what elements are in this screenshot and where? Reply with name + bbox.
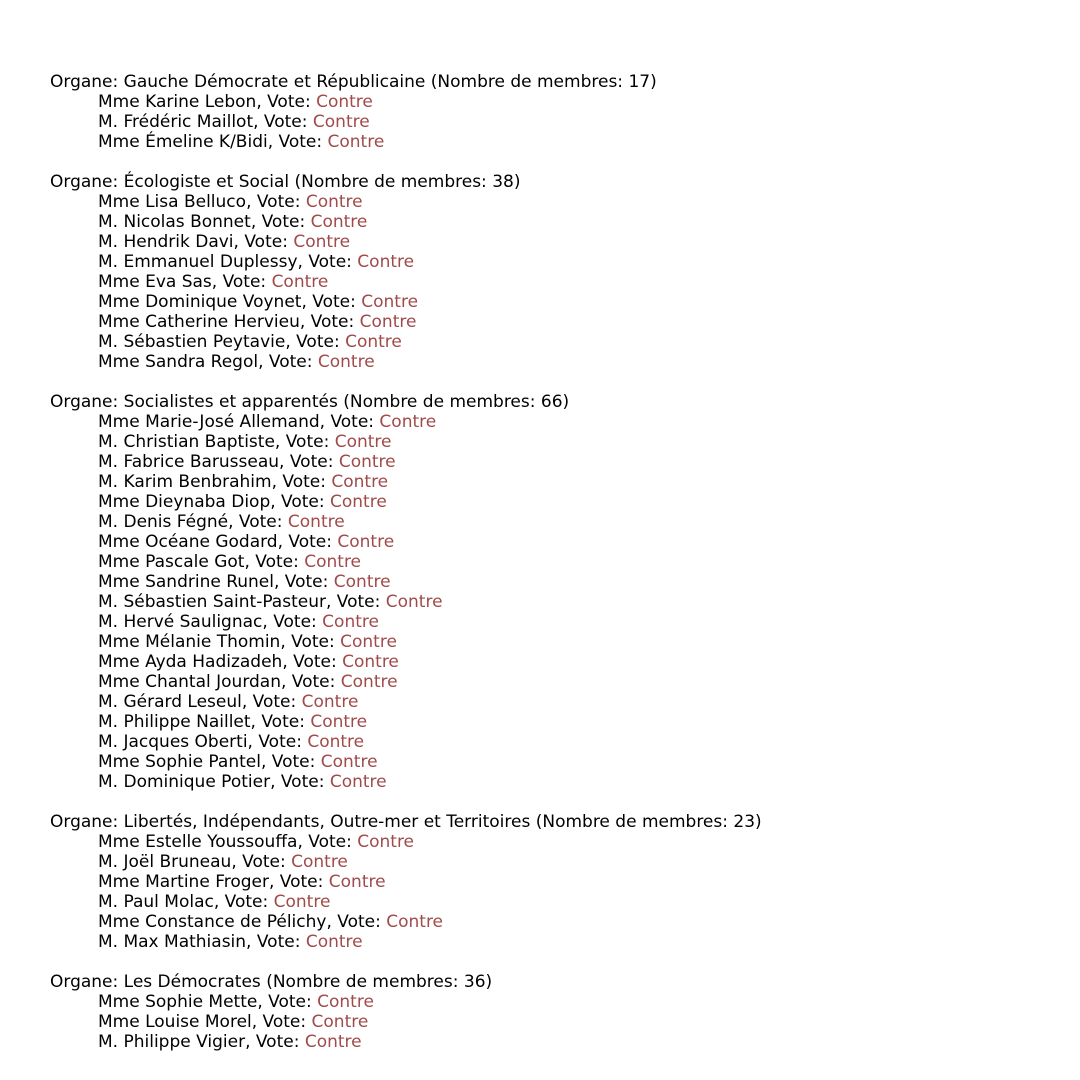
vote-value: Contre <box>304 552 362 572</box>
organ-header <box>50 172 1060 192</box>
members-close: ) <box>562 392 570 412</box>
organ-name: Écologiste et Social <box>123 172 290 192</box>
member-row <box>50 212 1060 232</box>
vote-label: , Vote: <box>256 92 317 112</box>
member-row <box>50 512 1060 532</box>
member-name: M. Sébastien Peytavie <box>98 332 286 352</box>
vote-label: , Vote: <box>301 292 362 312</box>
vote-label: , Vote: <box>246 932 306 952</box>
member-name: M. Fabrice Barusseau <box>98 452 280 472</box>
member-name: M. Christian Baptiste <box>98 432 275 452</box>
member-list <box>50 192 1060 372</box>
vote-value: Contre <box>271 272 329 292</box>
vote-label: , Vote: <box>267 132 328 152</box>
vote-label: , Vote: <box>258 352 318 372</box>
vote-label: , Vote: <box>326 912 387 932</box>
organ-header <box>50 392 1060 412</box>
member-row <box>50 272 1060 292</box>
vote-label: , Vote: <box>250 212 311 232</box>
member-name: Mme Sophie Pantel <box>98 752 261 772</box>
vote-value: Contre <box>307 732 365 752</box>
member-row <box>50 192 1060 212</box>
vote-value: Contre <box>328 872 386 892</box>
member-row <box>50 592 1060 612</box>
member-row <box>50 252 1060 272</box>
member-row <box>50 552 1060 572</box>
member-name: M. Jacques Oberti <box>98 732 248 752</box>
vote-label: , Vote: <box>280 632 341 652</box>
member-row <box>50 912 1060 932</box>
member-row <box>50 672 1060 692</box>
member-name: Mme Karine Lebon <box>98 92 257 112</box>
organ-section <box>50 172 1060 372</box>
member-row <box>50 452 1060 472</box>
vote-label: , Vote: <box>319 412 380 432</box>
vote-value: Contre <box>320 752 378 772</box>
organ-label: Organe: <box>50 172 124 192</box>
vote-label: , Vote: <box>297 832 358 852</box>
vote-value: Contre <box>317 992 374 1012</box>
organ-section <box>50 972 1060 1052</box>
member-list <box>50 92 1060 152</box>
member-row <box>50 992 1060 1012</box>
vote-label: , Vote: <box>211 272 272 292</box>
member-row <box>50 112 1060 132</box>
vote-value: Contre <box>385 592 443 612</box>
member-row <box>50 872 1060 892</box>
vote-value: Contre <box>317 352 375 372</box>
member-row <box>50 732 1060 752</box>
organ-section <box>50 392 1060 792</box>
vote-value: Contre <box>310 212 368 232</box>
member-count: 23 <box>733 812 756 832</box>
member-name: M. Emmanuel Duplessy <box>98 252 298 272</box>
vote-value: Contre <box>293 232 351 252</box>
member-name: Mme Dominique Voynet <box>98 292 302 312</box>
member-count: 36 <box>463 972 486 992</box>
members-label: (Nombre de membres: <box>425 72 629 92</box>
member-name: Mme Constance de Pélichy <box>98 912 327 932</box>
vote-value: Contre <box>301 692 359 712</box>
organ-label: Organe: <box>50 72 124 92</box>
member-row <box>50 1032 1060 1052</box>
vote-value: Contre <box>312 112 370 132</box>
vote-value: Contre <box>327 132 385 152</box>
member-name: M. Max Mathiasin <box>98 932 247 952</box>
member-name: Mme Louise Morel <box>98 1012 252 1032</box>
vote-label: , Vote: <box>297 252 358 272</box>
member-list <box>50 412 1060 792</box>
organ-name: Socialistes et apparentés <box>123 392 338 412</box>
vote-label: , Vote: <box>241 692 302 712</box>
member-row <box>50 312 1060 332</box>
organ-name: Les Démocrates <box>123 972 261 992</box>
member-row <box>50 292 1060 312</box>
member-row <box>50 752 1060 772</box>
members-label: (Nombre de membres: <box>289 172 493 192</box>
member-name: M. Philippe Vigier <box>98 1032 246 1052</box>
vote-label: , Vote: <box>246 192 306 212</box>
member-row <box>50 572 1060 592</box>
vote-value: Contre <box>340 632 397 652</box>
organ-name: Gauche Démocrate et Républicaine <box>123 72 426 92</box>
member-row <box>50 412 1060 432</box>
member-count: 17 <box>628 72 651 92</box>
vote-label: , Vote: <box>282 652 343 672</box>
vote-value: Contre <box>342 652 399 672</box>
organ-header <box>50 972 1060 992</box>
members-label: (Nombre de membres: <box>530 812 734 832</box>
vote-label: , Vote: <box>274 432 335 452</box>
vote-value: Contre <box>359 312 417 332</box>
vote-label: , Vote: <box>285 332 346 352</box>
member-row <box>50 692 1060 712</box>
organ-label: Organe: <box>50 972 124 992</box>
vote-value: Contre <box>345 332 402 352</box>
member-name: Mme Sandrine Runel <box>98 572 274 592</box>
member-name: Mme Émeline K/Bidi <box>98 132 268 152</box>
member-name: Mme Chantal Jourdan <box>98 672 281 692</box>
member-row <box>50 472 1060 492</box>
vote-value: Contre <box>331 472 389 492</box>
vote-value: Contre <box>311 1012 369 1032</box>
vote-label: , Vote: <box>253 112 313 132</box>
vote-label: , Vote: <box>262 612 323 632</box>
organ-header <box>50 812 1060 832</box>
member-name: M. Philippe Naillet <box>98 712 251 732</box>
vote-label: , Vote: <box>251 1012 312 1032</box>
vote-label: , Vote: <box>231 852 292 872</box>
member-row <box>50 92 1060 112</box>
vote-value: Contre <box>273 892 331 912</box>
member-row <box>50 652 1060 672</box>
member-name: Mme Estelle Youssouffa <box>98 832 298 852</box>
vote-label: , Vote: <box>271 472 332 492</box>
member-count: 66 <box>540 392 563 412</box>
member-row <box>50 132 1060 152</box>
vote-label: , Vote: <box>247 732 308 752</box>
vote-label: , Vote: <box>269 872 329 892</box>
vote-value: Contre <box>330 492 387 512</box>
member-row <box>50 772 1060 792</box>
organ-label: Organe: <box>50 812 124 832</box>
vote-label: , Vote: <box>250 712 311 732</box>
member-name: Mme Dieynaba Diop <box>98 492 271 512</box>
member-name: Mme Pascale Got <box>98 552 245 572</box>
member-row <box>50 432 1060 452</box>
vote-label: , Vote: <box>279 452 339 472</box>
members-label: (Nombre de membres: <box>337 392 541 412</box>
member-name: M. Sébastien Saint-Pasteur <box>98 592 326 612</box>
vote-value: Contre <box>379 412 437 432</box>
organ-name: Libertés, Indépendants, Outre-mer et Territoires <box>123 812 531 832</box>
member-row <box>50 852 1060 872</box>
vote-label: , Vote: <box>213 892 274 912</box>
vote-value: Contre <box>305 932 363 952</box>
organ-label: Organe: <box>50 392 124 412</box>
member-row <box>50 492 1060 512</box>
member-name: Mme Martine Froger <box>98 872 269 892</box>
member-name: M. Dominique Potier <box>98 772 271 792</box>
vote-label: , Vote: <box>274 572 334 592</box>
organ-section <box>50 812 1060 952</box>
vote-label: , Vote: <box>245 1032 305 1052</box>
vote-label: , Vote: <box>270 492 331 512</box>
members-close: ) <box>755 812 762 832</box>
member-row <box>50 1012 1060 1032</box>
member-name: M. Paul Molac <box>98 892 214 912</box>
vote-value: Contre <box>322 612 379 632</box>
vote-label: , Vote: <box>325 592 386 612</box>
member-row <box>50 612 1060 632</box>
organ-section <box>50 72 1060 152</box>
member-name: Mme Eva Sas <box>98 272 212 292</box>
vote-label: , Vote: <box>228 512 288 532</box>
member-name: Mme Lisa Belluco <box>98 192 247 212</box>
members-close: ) <box>485 972 493 992</box>
member-name: Mme Ayda Hadizadeh <box>98 652 283 672</box>
members-close: ) <box>650 72 657 92</box>
vote-value: Contre <box>386 912 444 932</box>
member-row <box>50 332 1060 352</box>
member-row <box>50 352 1060 372</box>
vote-value: Contre <box>361 292 419 312</box>
member-name: M. Hendrik Davi <box>98 232 234 252</box>
member-name: M. Nicolas Bonnet <box>98 212 251 232</box>
member-row <box>50 532 1060 552</box>
member-row <box>50 832 1060 852</box>
vote-value: Contre <box>305 192 363 212</box>
vote-value: Contre <box>291 852 348 872</box>
member-name: Mme Sophie Mette <box>98 992 258 1012</box>
vote-value: Contre <box>310 712 368 732</box>
vote-label: , Vote: <box>270 772 330 792</box>
members-label: (Nombre de membres: <box>260 972 464 992</box>
member-name: Mme Marie-José Allemand <box>98 412 320 432</box>
vote-value: Contre <box>329 772 387 792</box>
member-list <box>50 832 1060 952</box>
vote-value: Contre <box>316 92 373 112</box>
member-name: M. Denis Fégné <box>98 512 229 532</box>
vote-label: , Vote: <box>299 312 360 332</box>
member-name: M. Hervé Saulignac <box>98 612 263 632</box>
vote-value: Contre <box>338 452 396 472</box>
member-row <box>50 232 1060 252</box>
vote-value: Contre <box>357 252 415 272</box>
member-row <box>50 712 1060 732</box>
vote-value: Contre <box>337 532 395 552</box>
member-name: Mme Mélanie Thomin <box>98 632 281 652</box>
member-name: M. Joël Bruneau <box>98 852 232 872</box>
vote-label: , Vote: <box>257 992 318 1012</box>
vote-label: , Vote: <box>260 752 321 772</box>
member-name: M. Karim Benbrahim <box>98 472 272 492</box>
organ-header <box>50 72 1060 92</box>
vote-list <box>50 72 1060 1072</box>
vote-value: Contre <box>304 1032 362 1052</box>
member-name: M. Gérard Leseul <box>98 692 242 712</box>
member-name: Mme Sandra Regol <box>98 352 259 372</box>
member-name: Mme Océane Godard <box>98 532 278 552</box>
member-list <box>50 992 1060 1052</box>
members-close: ) <box>513 172 521 192</box>
member-name: Mme Catherine Hervieu <box>98 312 300 332</box>
vote-value: Contre <box>334 432 392 452</box>
vote-value: Contre <box>287 512 345 532</box>
member-count: 38 <box>492 172 514 192</box>
member-row <box>50 892 1060 912</box>
vote-label: , Vote: <box>277 532 338 552</box>
member-name: M. Frédéric Maillot <box>98 112 254 132</box>
vote-label: , Vote: <box>281 672 341 692</box>
vote-label: , Vote: <box>233 232 294 252</box>
member-row <box>50 932 1060 952</box>
member-row <box>50 632 1060 652</box>
vote-value: Contre <box>340 672 398 692</box>
vote-value: Contre <box>333 572 391 592</box>
vote-value: Contre <box>357 832 415 852</box>
vote-label: , Vote: <box>244 552 305 572</box>
